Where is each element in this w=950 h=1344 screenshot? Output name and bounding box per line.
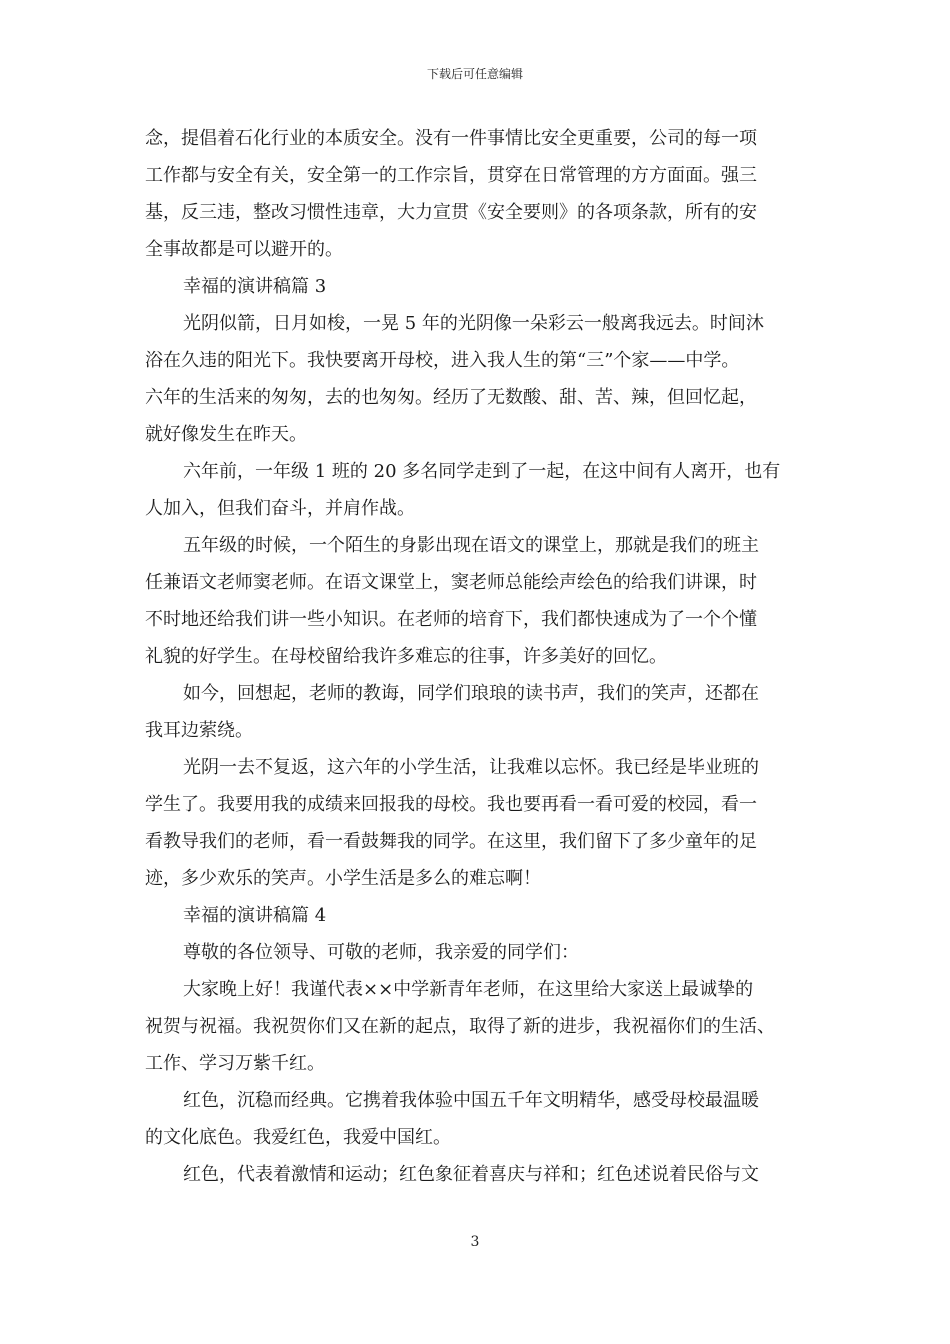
text-line: 我耳边萦绕。 (145, 720, 253, 741)
page-number: 3 (470, 1234, 480, 1250)
text-line: 工作都与安全有关，安全第一的工作宗旨，贯穿在日常管理的方方面面。强三 (145, 165, 757, 186)
page-header: 下载后可任意编辑 (426, 67, 523, 81)
text-line: 看教导我们的老师，看一看鼓舞我的同学。在这里，我们留下了多少童年的足 (145, 831, 757, 852)
text-line: 大家晚上好！我谨代表××中学新青年老师，在这里给大家送上最诚挚的 (183, 979, 754, 1000)
text-line: 工作、学习万紫千红。 (145, 1053, 325, 1074)
text-line: 浴在久违的阳光下。我快要离开母校，进入我人生的第“三”个家——中学。 (145, 350, 740, 371)
text-line: 五年级的时候，一个陌生的身影出现在语文的课堂上，那就是我们的班主 (183, 535, 759, 556)
text-line: 的文化底色。我爱红色，我爱中国红。 (145, 1127, 451, 1148)
text-line: 学生了。我要用我的成绩来回报我的母校。我也要再看一看可爱的校园，看一 (145, 794, 757, 815)
text-line: 全事故都是可以避开的。 (145, 239, 343, 260)
text-line: 如今，回想起，老师的教诲，同学们琅琅的读书声，我们的笑声，还都在 (183, 683, 759, 704)
text-line: 红色，沉稳而经典。它携着我体验中国五千年文明精华，感受母校最温暖 (183, 1090, 759, 1111)
text-line: 尊敬的各位领导、可敬的老师，我亲爱的同学们： (183, 942, 579, 963)
text-line: 幸福的演讲稿篇 3 (183, 276, 327, 297)
text-line: 光阴一去不复返，这六年的小学生活，让我难以忘怀。我已经是毕业班的 (183, 757, 759, 778)
text-line: 礼貌的好学生。在母校留给我许多难忘的往事，许多美好的回忆。 (145, 646, 667, 667)
text-line: 祝贺与祝福。我祝贺你们又在新的起点，取得了新的进步，我祝福你们的生活、 (145, 1016, 775, 1037)
text-line: 就好像发生在昨天。 (145, 424, 307, 445)
text-line: 幸福的演讲稿篇 4 (183, 905, 327, 926)
text-line: 光阴似箭，日月如梭，一晃 5 年的光阴像一朵彩云一般离我远去。时间沐 (183, 313, 764, 334)
text-line: 六年的生活来的匆匆，去的也匆匆。经历了无数酸、甜、苦、辣，但回忆起， (145, 387, 757, 408)
text-line: 念，提倡着石化行业的本质安全。没有一件事情比安全更重要，公司的每一项 (145, 128, 757, 149)
text-line: 迹，多少欢乐的笑声。小学生活是多么的难忘啊！ (145, 868, 541, 889)
text-line: 基，反三违，整改习惯性违章，大力宣贯《安全要则》的各项条款，所有的安 (145, 202, 757, 223)
text-line: 红色，代表着激情和运动；红色象征着喜庆与祥和；红色述说着民俗与文 (183, 1164, 759, 1185)
document-body (145, 120, 815, 1193)
text-line: 人加入，但我们奋斗，并肩作战。 (145, 498, 415, 519)
text-line: 任兼语文老师窦老师。在语文课堂上，窦老师总能绘声绘色的给我们讲课，时 (145, 572, 757, 593)
text-line: 六年前，一年级 1 班的 20 多名同学走到了一起，在这中间有人离开，也有 (183, 461, 781, 482)
text-line: 不时地还给我们讲一些小知识。在老师的培育下，我们都快速成为了一个个懂 (145, 609, 757, 630)
